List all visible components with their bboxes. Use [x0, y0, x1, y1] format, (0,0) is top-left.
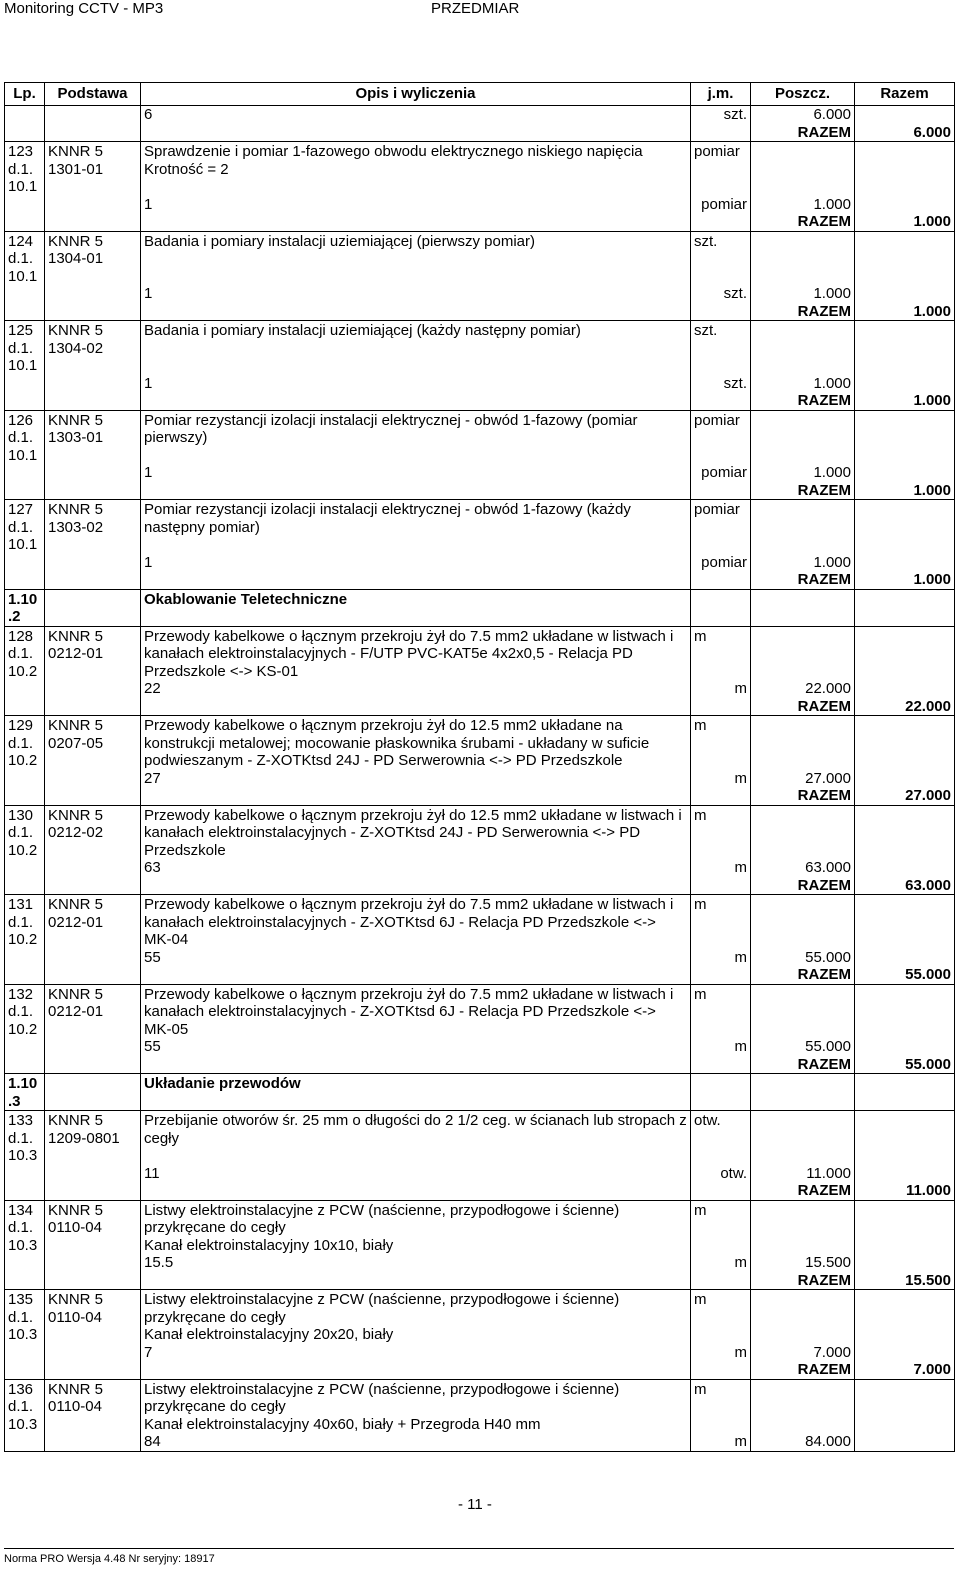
calc-value: 1 — [141, 554, 691, 572]
item-desc-text: Przewody kabelkowe o łącznym przekroju żył do 7.5 mm2 układane w listwach i kanałach elektroinstalacyjnych - Z-XOTKtsd 6J - Relacja PD Przedszkole <-> MK-05 — [144, 985, 674, 1038]
estimate-table — [4, 82, 955, 1452]
item-unit: m — [691, 1290, 751, 1344]
razem-row — [5, 1056, 955, 1074]
section-row — [5, 589, 955, 626]
razem-value: 1.000 — [855, 303, 955, 321]
item-unit: m — [691, 805, 751, 859]
item-podstawa: KNNR 5 1303-02 — [45, 500, 141, 554]
razem-value: 55.000 — [855, 1056, 955, 1074]
item-unit: m — [691, 626, 751, 680]
item-podstawa: KNNR 5 0212-01 — [45, 984, 141, 1038]
item-description — [141, 231, 691, 285]
calc-unit: szt. — [691, 285, 751, 303]
item-description — [141, 1379, 691, 1433]
calc-value: 63 — [141, 859, 691, 877]
calc-row — [5, 464, 955, 482]
razem-value: 63.000 — [855, 877, 955, 895]
calc-row — [5, 1433, 955, 1451]
calc-value: 11 — [141, 1165, 691, 1183]
calc-value: 15.5 — [141, 1254, 691, 1272]
col-opis: Opis i wyliczenia — [141, 83, 691, 106]
item-desc-text: Pomiar rezystancji izolacji instalacji elektrycznej - obwód 1-fazowy (pomiar pierwszy) — [144, 411, 638, 446]
razem-row — [5, 303, 955, 321]
item-desc-text: Przewody kabelkowe o łącznym przekroju żył do 12.5 mm2 układane na konstrukcji metalowej; mocowanie płaskownika śrubami - układany w suficie podwieszanym - Z-XOTKtsd 24J - PD Serwerownia <-> PD Przedszkole — [144, 717, 650, 769]
item-podstawa: KNNR 5 0110-04 — [45, 1200, 141, 1254]
item-lp: 123 d.1. 10.1 — [5, 142, 45, 196]
item-lp: 125 d.1. 10.1 — [5, 321, 45, 375]
item-unit: pomiar — [691, 142, 751, 196]
item-unit: szt. — [691, 231, 751, 285]
razem-row — [5, 698, 955, 716]
table-row — [5, 716, 955, 770]
item-description — [141, 626, 691, 680]
page-number: - 11 - — [458, 1496, 492, 1513]
calc-unit: pomiar — [691, 196, 751, 214]
calc-row — [5, 196, 955, 214]
calc-unit: m — [691, 1344, 751, 1362]
table-row — [5, 1379, 955, 1433]
item-lp: 124 d.1. 10.1 — [5, 231, 45, 285]
calc-unit: m — [691, 680, 751, 698]
razem-label: RAZEM — [751, 571, 855, 589]
razem-row — [5, 482, 955, 500]
table-row — [5, 984, 955, 1038]
item-podstawa: KNNR 5 0212-01 — [45, 626, 141, 680]
table-row — [5, 1111, 955, 1165]
razem-label: RAZEM — [751, 1272, 855, 1290]
page-header — [0, 0, 960, 20]
item-podstawa: KNNR 5 1303-01 — [45, 410, 141, 464]
razem-value: 1.000 — [855, 392, 955, 410]
calc-qty: 11.000 — [751, 1165, 855, 1183]
calc-row — [5, 375, 955, 393]
razem-value: 22.000 — [855, 698, 955, 716]
razem-row — [5, 571, 955, 589]
razem-label: RAZEM — [751, 1182, 855, 1200]
item-lp: 135 d.1. 10.3 — [5, 1290, 45, 1344]
table-row — [5, 500, 955, 554]
table-row — [5, 895, 955, 949]
razem-row — [5, 1361, 955, 1379]
razem-row — [5, 877, 955, 895]
razem-label: RAZEM — [751, 1361, 855, 1379]
footer-divider — [4, 1548, 954, 1549]
razem-row — [5, 966, 955, 984]
item-extra-text: Krotność = 2 — [144, 160, 229, 178]
item-podstawa: KNNR 5 1301-01 — [45, 142, 141, 196]
section-lp: 1.10 .2 — [5, 589, 45, 626]
carry-line: 6 — [141, 106, 691, 124]
calc-qty: 27.000 — [751, 770, 855, 788]
item-description — [141, 984, 691, 1038]
razem-value: 1.000 — [855, 571, 955, 589]
calc-row — [5, 1254, 955, 1272]
calc-value: 1 — [141, 285, 691, 303]
item-unit: m — [691, 1379, 751, 1433]
razem-value: 15.500 — [855, 1272, 955, 1290]
item-description — [141, 500, 691, 554]
table-row — [5, 231, 955, 285]
calc-unit: pomiar — [691, 464, 751, 482]
razem-label: RAZEM — [751, 966, 855, 984]
section-lp: 1.10 .3 — [5, 1074, 45, 1111]
item-unit: pomiar — [691, 500, 751, 554]
footer-text: Norma PRO Wersja 4.48 Nr seryjny: 18917 — [4, 1553, 215, 1565]
calc-value: 27 — [141, 770, 691, 788]
table-row — [5, 1200, 955, 1254]
item-unit: m — [691, 984, 751, 1038]
calc-unit: pomiar — [691, 554, 751, 572]
razem-label: RAZEM — [751, 482, 855, 500]
item-podstawa: KNNR 5 0212-02 — [45, 805, 141, 859]
item-desc-text: Przewody kabelkowe o łącznym przekroju żył do 7.5 mm2 układane w listwach i kanałach elektroinstalacyjnych - F/UTP PVC-KAT5e 4x2x0,5 - Relacja PD Przedszkole <-> KS-01 — [144, 627, 674, 680]
table-row — [5, 410, 955, 464]
calc-unit: m — [691, 949, 751, 967]
item-description — [141, 410, 691, 464]
calc-value: 22 — [141, 680, 691, 698]
calc-unit: m — [691, 1254, 751, 1272]
item-desc-text: Przewody kabelkowe o łącznym przekroju żył do 12.5 mm2 układane w listwach i kanałach elektroinstalacyjnych - Z-XOTKtsd 24J - PD Serwerownia <-> PD Przedszkole — [144, 806, 682, 859]
calc-value: 84 — [141, 1433, 691, 1451]
item-desc-text: Listwy elektroinstalacyjne z PCW (naścienne, przypodłogowe i ścienne) przykręcane do cegły — [144, 1201, 620, 1236]
razem-label: RAZEM — [751, 698, 855, 716]
item-podstawa: KNNR 5 0110-04 — [45, 1290, 141, 1344]
razem-row — [5, 1182, 955, 1200]
col-razem: Razem — [855, 83, 955, 106]
item-podstawa: KNNR 5 1209-0801 — [45, 1111, 141, 1165]
estimate-sheet — [4, 82, 954, 1452]
calc-row — [5, 770, 955, 788]
item-desc-text: Badania i pomiary instalacji uziemiającej (każdy następny pomiar) — [144, 322, 581, 339]
item-podstawa: KNNR 5 1304-01 — [45, 231, 141, 285]
calc-qty: 63.000 — [751, 859, 855, 877]
item-desc-text: Pomiar rezystancji izolacji instalacji elektrycznej - obwód 1-fazowy (każdy następny pomiar) — [144, 501, 631, 536]
calc-value: 55 — [141, 1038, 691, 1056]
razem-label: RAZEM — [751, 392, 855, 410]
item-lp: 126 d.1. 10.1 — [5, 410, 45, 464]
razem-value: 7.000 — [855, 1361, 955, 1379]
calc-unit: m — [691, 1433, 751, 1451]
doc-title: PRZEDMIAR — [431, 0, 520, 17]
razem-row — [5, 1272, 955, 1290]
item-desc-text: Przewody kabelkowe o łącznym przekroju żył do 7.5 mm2 układane w listwach i kanałach elektroinstalacyjnych - Z-XOTKtsd 6J - Relacja PD Przedszkole <-> MK-04 — [144, 896, 674, 948]
calc-qty: 7.000 — [751, 1344, 855, 1362]
razem-value: 11.000 — [855, 1182, 955, 1200]
calc-value: 7 — [141, 1344, 691, 1362]
table-header-row — [5, 83, 955, 106]
calc-qty: 55.000 — [751, 949, 855, 967]
razem-label: RAZEM — [751, 877, 855, 895]
razem-label: RAZEM — [751, 787, 855, 805]
item-extra-text: Kanał elektroinstalacyjny 40x60, biały + Przegroda H40 mm — [144, 1415, 541, 1433]
item-desc-text: Listwy elektroinstalacyjne z PCW (naścienne, przypodłogowe i ścienne) przykręcane do cegły — [144, 1291, 620, 1326]
calc-qty: 15.500 — [751, 1254, 855, 1272]
calc-unit: m — [691, 859, 751, 877]
item-lp: 128 d.1. 10.2 — [5, 626, 45, 680]
item-extra-text: Kanał elektroinstalacyjny 10x10, biały — [144, 1236, 394, 1254]
item-lp: 132 d.1. 10.2 — [5, 984, 45, 1038]
item-podstawa: KNNR 5 0207-05 — [45, 716, 141, 770]
section-row — [5, 1074, 955, 1111]
calc-row — [5, 680, 955, 698]
table-row — [5, 321, 955, 375]
calc-value: 1 — [141, 375, 691, 393]
item-unit: pomiar — [691, 410, 751, 464]
col-podstawa: Podstawa — [45, 83, 141, 106]
item-lp: 133 d.1. 10.3 — [5, 1111, 45, 1165]
item-description — [141, 142, 691, 196]
calc-qty: 22.000 — [751, 680, 855, 698]
calc-qty: 55.000 — [751, 1038, 855, 1056]
calc-qty: 1.000 — [751, 196, 855, 214]
item-description — [141, 1290, 691, 1344]
razem-value: 1.000 — [855, 213, 955, 231]
calc-unit: szt. — [691, 375, 751, 393]
col-poszcz: Poszcz. — [751, 83, 855, 106]
calc-value: 55 — [141, 949, 691, 967]
item-description — [141, 895, 691, 949]
item-unit: m — [691, 716, 751, 770]
section-title: Okablowanie Teletechniczne — [141, 589, 691, 626]
item-lp: 130 d.1. 10.2 — [5, 805, 45, 859]
razem-label: RAZEM — [751, 213, 855, 231]
table-row — [5, 1290, 955, 1344]
table-body — [5, 106, 955, 1452]
calc-value: 1 — [141, 196, 691, 214]
razem-row — [5, 213, 955, 231]
item-lp: 136 d.1. 10.3 — [5, 1379, 45, 1433]
calc-row — [5, 859, 955, 877]
item-unit: szt. — [691, 321, 751, 375]
carry-qty: 6.000 — [751, 106, 855, 124]
app-title: Monitoring CCTV - MP3 — [4, 0, 164, 17]
item-desc-text: Badania i pomiary instalacji uziemiającej (pierwszy pomiar) — [144, 232, 535, 250]
item-desc-text: Listwy elektroinstalacyjne z PCW (naścienne, przypodłogowe i ścienne) przykręcane do cegły — [144, 1380, 620, 1415]
calc-qty: 1.000 — [751, 464, 855, 482]
item-lp: 127 d.1. 10.1 — [5, 500, 45, 554]
carry-unit: szt. — [691, 106, 751, 124]
calc-row — [5, 1344, 955, 1362]
carry-row — [5, 106, 955, 124]
calc-unit: m — [691, 1038, 751, 1056]
item-lp: 134 d.1. 10.3 — [5, 1200, 45, 1254]
item-desc-text: Sprawdzenie i pomiar 1-fazowego obwodu elektrycznego niskiego napięcia — [144, 143, 643, 160]
item-podstawa: KNNR 5 0212-01 — [45, 895, 141, 949]
calc-row — [5, 285, 955, 303]
calc-row — [5, 949, 955, 967]
razem-value: 55.000 — [855, 966, 955, 984]
carry-razem-row — [5, 124, 955, 142]
item-podstawa: KNNR 5 0110-04 — [45, 1379, 141, 1433]
razem-label: RAZEM — [751, 1056, 855, 1074]
razem-label: RAZEM — [751, 303, 855, 321]
item-unit: m — [691, 1200, 751, 1254]
item-unit: m — [691, 895, 751, 949]
item-desc-text: Przebijanie otworów śr. 25 mm o długości do 2 1/2 ceg. w ścianach lub stropach z cegły — [144, 1112, 687, 1147]
table-row — [5, 805, 955, 859]
item-description — [141, 805, 691, 859]
item-description — [141, 1200, 691, 1254]
item-description — [141, 1111, 691, 1165]
razem-row — [5, 392, 955, 410]
col-lp: Lp. — [5, 83, 45, 106]
razem-row — [5, 787, 955, 805]
item-description — [141, 321, 691, 375]
table-row — [5, 626, 955, 680]
item-unit: otw. — [691, 1111, 751, 1165]
section-title: Układanie przewodów — [141, 1074, 691, 1111]
calc-row — [5, 1165, 955, 1183]
item-lp: 131 d.1. 10.2 — [5, 895, 45, 949]
calc-qty: 1.000 — [751, 285, 855, 303]
calc-qty: 1.000 — [751, 375, 855, 393]
item-lp: 129 d.1. 10.2 — [5, 716, 45, 770]
table-row — [5, 142, 955, 196]
calc-unit: m — [691, 770, 751, 788]
item-description — [141, 716, 691, 770]
calc-value: 1 — [141, 464, 691, 482]
item-podstawa: KNNR 5 1304-02 — [45, 321, 141, 375]
razem-value: 1.000 — [855, 482, 955, 500]
item-extra-text: Kanał elektroinstalacyjny 20x20, biały — [144, 1326, 394, 1343]
col-jm: j.m. — [691, 83, 751, 106]
calc-row — [5, 1038, 955, 1056]
calc-qty: 1.000 — [751, 554, 855, 572]
calc-unit: otw. — [691, 1165, 751, 1183]
carry-razem-label: RAZEM — [751, 124, 855, 142]
carry-razem-value: 6.000 — [855, 124, 955, 142]
razem-value: 27.000 — [855, 787, 955, 805]
calc-qty: 84.000 — [751, 1433, 855, 1451]
calc-row — [5, 554, 955, 572]
